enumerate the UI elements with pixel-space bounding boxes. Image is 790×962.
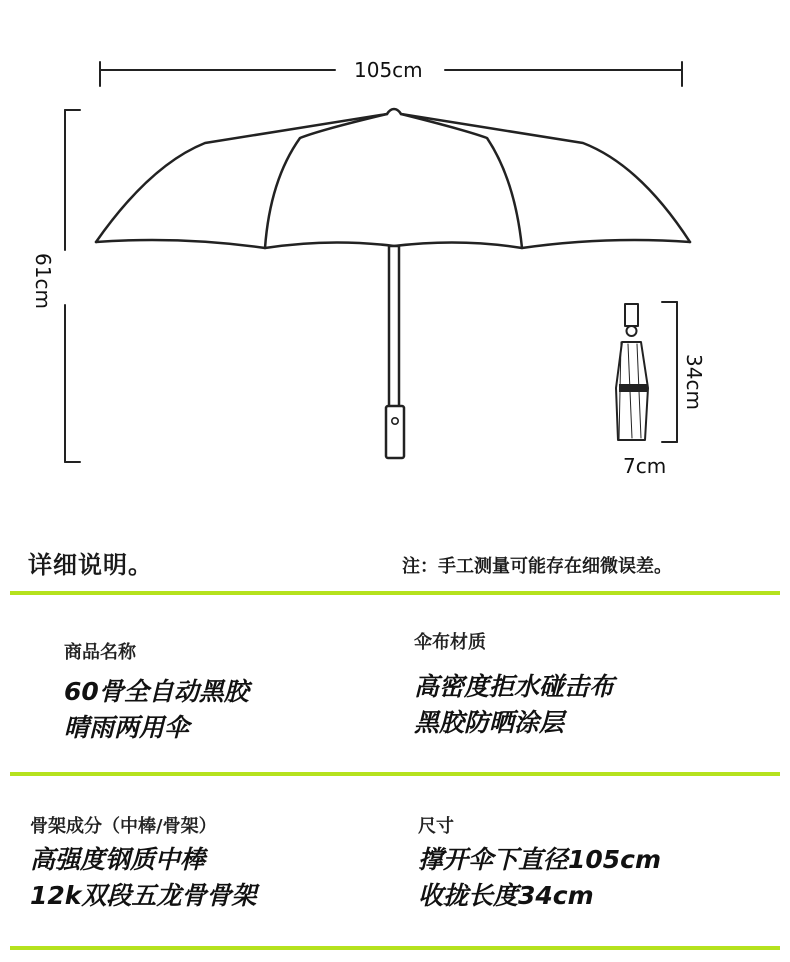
divider-bottom (10, 946, 780, 950)
spec-value-line: 黑胶防晒涂层 (414, 708, 565, 737)
spec-label-product-name: 商品名称 (64, 642, 136, 663)
spec-value-size (418, 842, 661, 914)
spec-label-size: 尺寸 (418, 816, 454, 837)
divider-top (10, 591, 780, 595)
spec-value-line: 收拢长度34cm (418, 881, 594, 910)
spec-value-line: 撑开伞下直径105cm (418, 845, 662, 874)
measurement-note: 注：手工测量可能存在细微误差。 (402, 556, 672, 577)
spec-value-fabric (414, 669, 614, 741)
divider-middle (10, 772, 780, 776)
section-title: 详细说明。 (28, 551, 153, 579)
spec-value-product-name (64, 674, 249, 746)
height-label: 61cm (31, 253, 55, 309)
folded-length-label: 34cm (682, 354, 706, 410)
spec-value-line: 高密度拒水碰击布 (414, 672, 615, 701)
spec-value-frame (30, 842, 256, 914)
spec-value-line: 12k双段五龙骨骨架 (30, 881, 257, 910)
spec-value-line: 60骨全自动黑胶 (64, 677, 249, 706)
spec-label-frame: 骨架成分（中棒/骨架） (30, 816, 217, 837)
spec-value-line: 高强度钢质中棒 (30, 845, 206, 874)
folded-width-label: 7cm (623, 454, 667, 478)
width-label: 105cm (354, 58, 423, 82)
spec-label-fabric: 伞布材质 (414, 632, 486, 653)
spec-value-line: 晴雨两用伞 (64, 713, 190, 742)
